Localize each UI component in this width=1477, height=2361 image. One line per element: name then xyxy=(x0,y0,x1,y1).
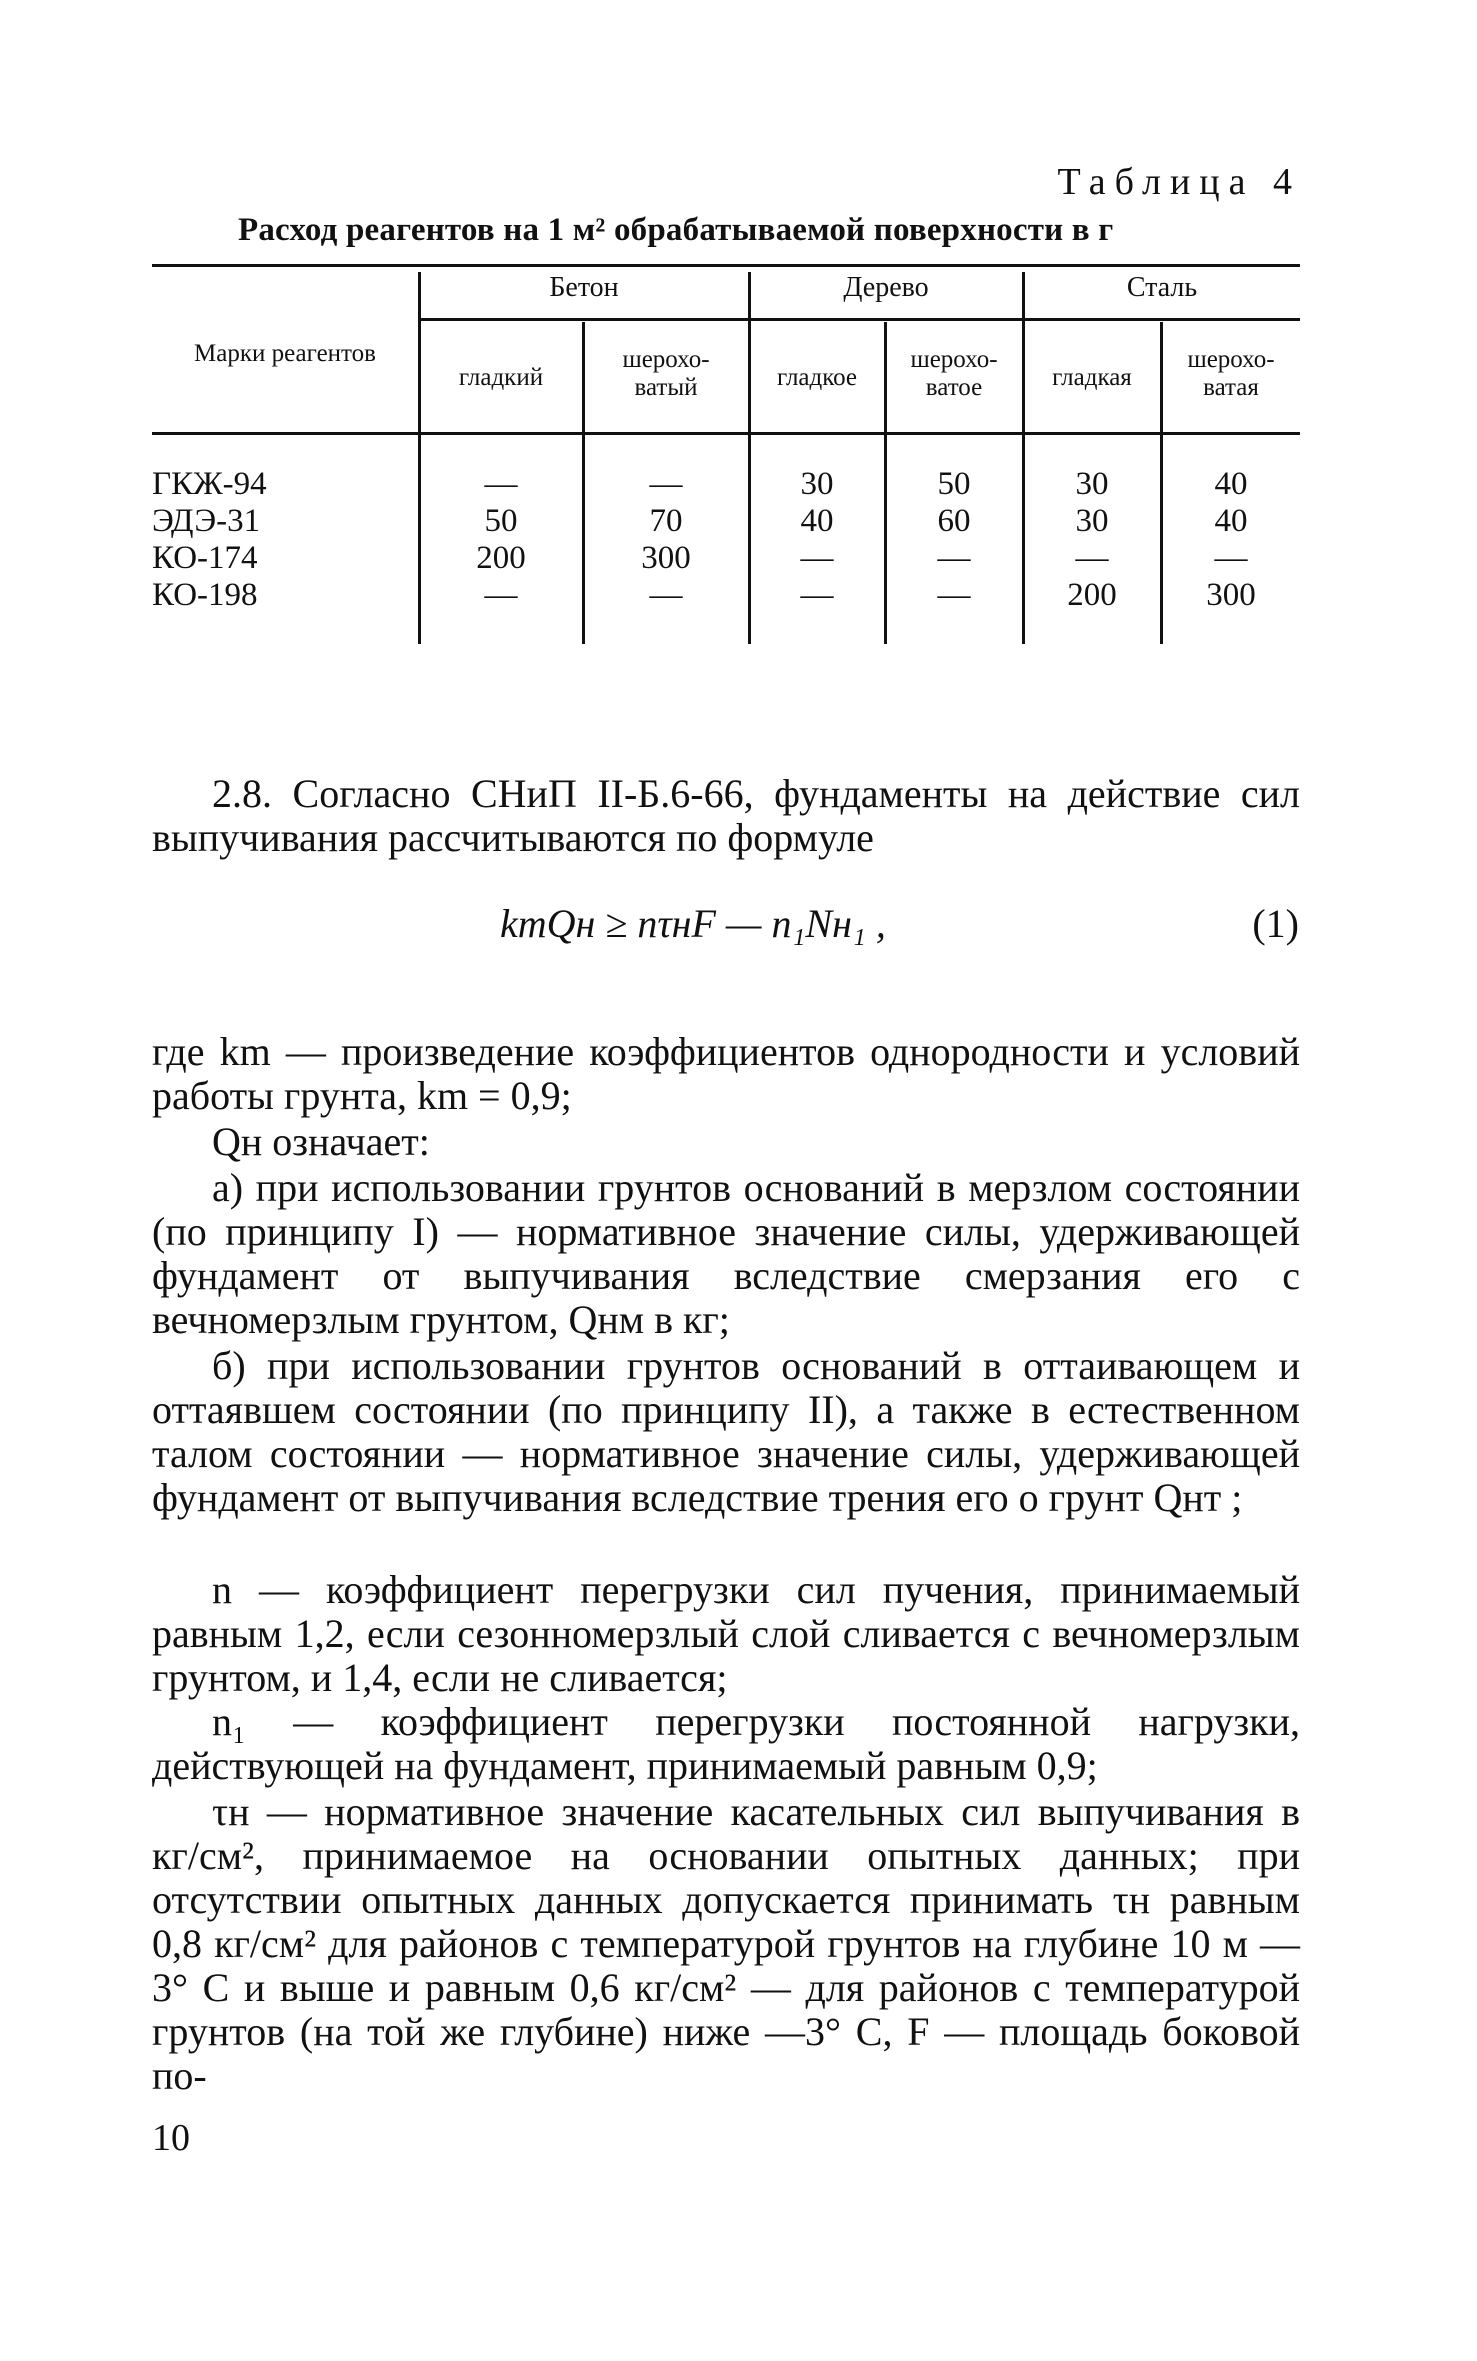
table-cell: 200 xyxy=(476,540,526,576)
table-cell: 30 xyxy=(1075,503,1109,539)
table-cell: 70 xyxy=(649,503,683,539)
table-cell: 40 xyxy=(1214,466,1248,502)
table-cell: 300 xyxy=(1206,577,1256,613)
formula: kmQн ≥ nτнF — n₁Nн₁ , xyxy=(500,901,886,946)
group-header-derevo: Дерево xyxy=(843,272,929,303)
row-label: ГКЖ-94 xyxy=(152,466,267,502)
table-cell: — xyxy=(800,540,834,576)
table-cell: 40 xyxy=(1214,503,1248,539)
table-cell: 30 xyxy=(800,466,834,502)
subheader-stal-rough: шерохо- ватая xyxy=(1187,346,1275,401)
page-number: 10 xyxy=(152,2117,190,2159)
row-label: КО-198 xyxy=(152,577,258,613)
group-header-stal: Сталь xyxy=(1126,272,1198,303)
row-label: ЭДЭ-31 xyxy=(152,503,261,539)
subheader-beton-rough: шерохо- ватый xyxy=(622,346,710,401)
table-cell: 300 xyxy=(641,540,691,576)
table-cell: 40 xyxy=(800,503,834,539)
table-cell: — xyxy=(1075,540,1109,576)
table-cell: — xyxy=(484,466,518,502)
table-cell: — xyxy=(937,577,971,613)
table-cell: 50 xyxy=(484,503,518,539)
table-cell: 60 xyxy=(937,503,971,539)
table-cell: — xyxy=(484,577,518,613)
group-header-beton: Бетон xyxy=(549,272,619,303)
table-cell: — xyxy=(800,577,834,613)
table-top-rule xyxy=(152,264,1300,267)
table-title: Расход реагентов на 1 м² обрабатываемой поверхности в г xyxy=(238,212,1114,248)
formula-number: (1) xyxy=(1252,901,1299,946)
subheader-beton-smooth: гладкий xyxy=(458,364,544,391)
table-cell: 200 xyxy=(1067,577,1117,613)
subheader-stal-smooth: гладкая xyxy=(1052,364,1132,391)
table-cell: — xyxy=(937,540,971,576)
table-cell: — xyxy=(649,577,683,613)
table-cell: — xyxy=(649,466,683,502)
subheader-derevo-rough: шерохо- ватое xyxy=(910,346,998,401)
paragraph-n: n — коэффициент перегрузки сил пучения, принимаемый равным 1,2, если сезонномерзлый слой сливается с вечномерзлым грунтом, и 1,4, если не сливается; xyxy=(152,1567,1300,1700)
row-header: Марки реагентов xyxy=(194,340,376,367)
table-cell: — xyxy=(1214,540,1248,576)
table-label: Таблица 4 xyxy=(1057,161,1301,203)
paragraph-km: где km — произведение коэффициентов однородности и условий работы грунта, km = 0,9; xyxy=(152,1029,1300,1118)
row-label: КО-174 xyxy=(152,540,258,576)
paragraph-2-8: 2.8. Согласно СНиП II-Б.6-66, фундаменты на действие сил выпучивания рассчитываются по формуле xyxy=(152,771,1300,860)
subheader-derevo-smooth: гладкое xyxy=(776,364,858,391)
paragraph-q: Qн означает: xyxy=(212,1119,430,1164)
group-header-rule xyxy=(420,318,1300,321)
table-cell: 30 xyxy=(1075,466,1109,502)
table-cell: 50 xyxy=(937,466,971,502)
paragraph-n1: n₁ — коэффициент перегрузки постоянной нагрузки, действующей на фундамент, принимаемый равным 0,9; xyxy=(152,1699,1300,1788)
paragraph-tau: τн — нормативное значение касательных сил выпучивания в кг/см², принимаемое на основании опытных данных; при отсутствии опытных данных допускается принимать τн равным 0,8 кг/см² для районов с температурой грунтов на глубине 10 м —3° С и выше и равным 0,6 кг/см² — для районов с температурой грунтов (на той же глубине) ниже —3° С, F — площадь боковой по- xyxy=(152,1789,1300,2098)
paragraph-b: б) при использовании грунтов оснований в оттаивающем и оттаявшем состоянии (по принципу II), а также в естественном талом состоянии — нормативное значение силы, удерживающей фундамент от выпучивания вследствие трения его о грунт Qнт ; xyxy=(152,1343,1300,1520)
paragraph-a: а) при использовании грунтов оснований в мерзлом состоянии (по принципу I) — нормативное значение силы, удерживающей фундамент от выпучивания вследствие смерзания его с вечномерзлым грунтом, Qнм в кг; xyxy=(152,1165,1300,1342)
header-bottom-rule xyxy=(152,432,1300,435)
